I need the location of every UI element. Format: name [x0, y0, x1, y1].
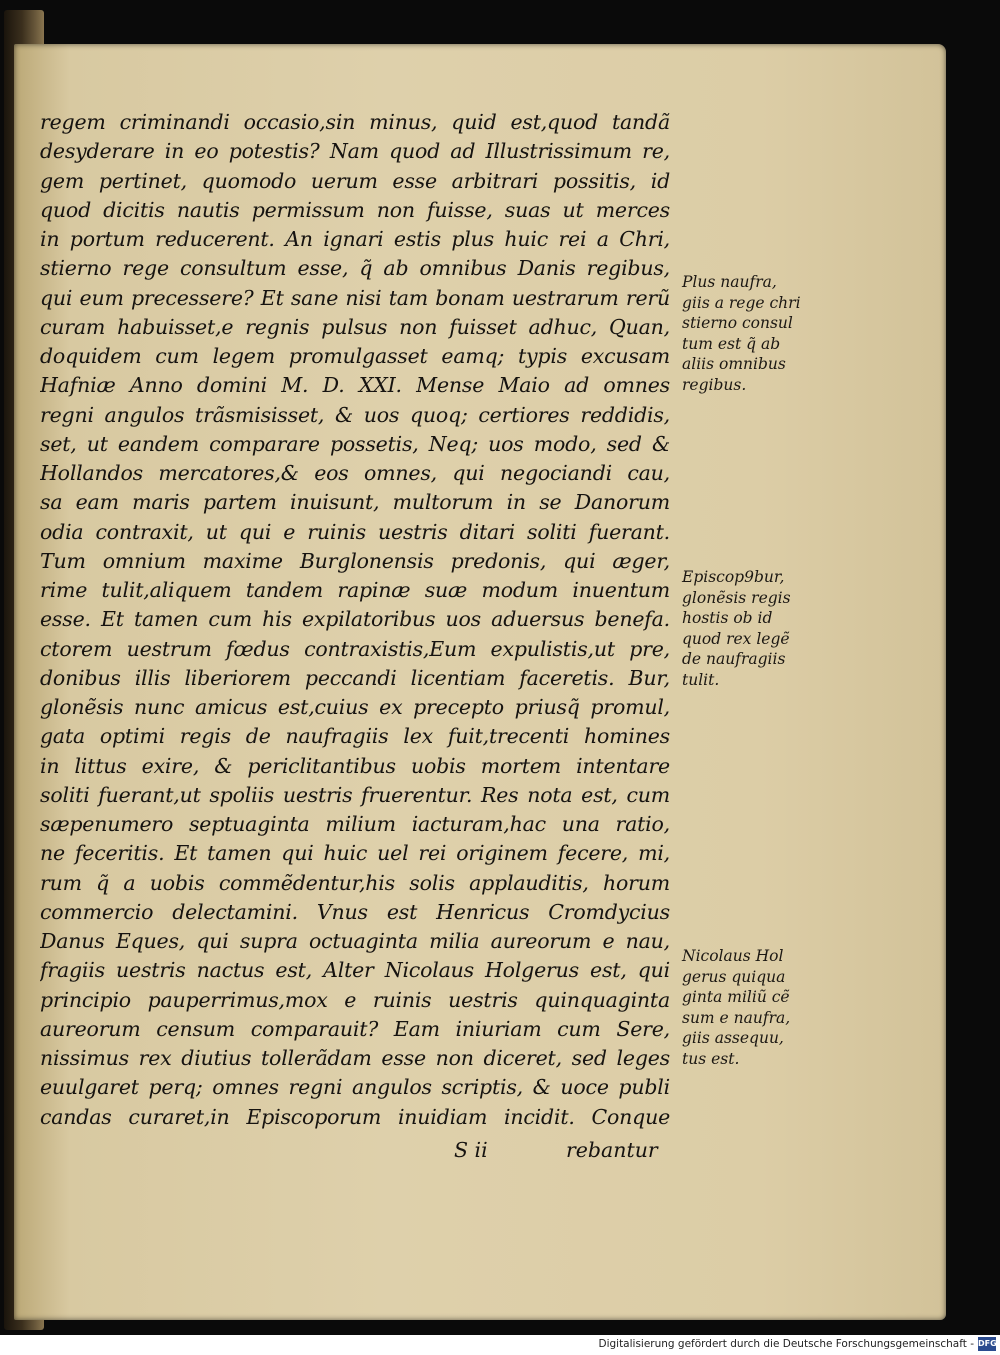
page-footer [40, 1138, 660, 1168]
text-line: doquidem cum legem promulgasset eamq; typis excusam [40, 344, 670, 368]
text-line: aureorum censum comparauit? Eam iniuriam cum Sere, [40, 1016, 670, 1041]
text-line: odia contraxit, ut qui e ruinis uestris ditari soliti fuerant. [40, 519, 670, 544]
note-line: hostis ob id [682, 609, 773, 627]
text-line: in portum reducerent. An ignari estis plus huic rei a Chri, [40, 227, 670, 251]
note-line: giis assequu, [682, 1029, 784, 1047]
margin-note [682, 567, 812, 690]
note-line: Nicolaus Hol [682, 947, 784, 965]
note-line: regibus. [682, 375, 747, 394]
text-line: in littus exire, & periclitantibus uobis mortem intentare [40, 753, 670, 778]
text-line: soliti fuerant,ut spoliis uestris fruerentur. Res nota est, cum [40, 782, 670, 807]
note-line: quod rex legẽ [682, 629, 790, 648]
note-line: sum e naufra, [682, 1008, 791, 1027]
body-text [40, 108, 670, 1132]
dfg-credit-text: Digitalisierung gefördert durch die Deutsche Forschungsgemeinschaft - [598, 1338, 974, 1350]
note-line: glonẽsis regis [682, 588, 791, 607]
text-line: stierno rege consultum esse, q̃ ab omnibus Danis regibus, [40, 256, 670, 281]
note-line: Plus naufra, [682, 273, 777, 291]
text-line: sæpenumero septuaginta milium iacturam,hac una ratio, [40, 812, 670, 836]
note-line: de naufragiis [682, 650, 786, 668]
text-line: regem criminandi occasio,sin minus, quid est,quod tandã [40, 110, 670, 134]
margin-note [682, 946, 812, 1069]
text-line: sa eam maris partem inuisunt, multorum in se Danorum [40, 490, 670, 515]
text-line: quod dicitis nautis permissum non fuisse, suas ut merces [40, 197, 670, 222]
text-line: principio pauperrimus,mox e ruinis uestris quinquaginta [40, 987, 670, 1012]
note-line: tum est q̃ ab [682, 334, 781, 353]
text-line: ne feceritis. Et tamen qui huic uel rei originem fecere, mi, [40, 841, 670, 866]
note-line: tulit. [682, 670, 720, 689]
text-line: desyderare in eo potestis? Nam quod ad Illustrissimum re, [40, 139, 670, 164]
text-line: Hafniæ Anno domini M. D. XXI. Mense Maio ad omnes [40, 373, 670, 398]
note-line: Episcop9bur, [682, 568, 785, 586]
text-line: gem pertinet, quomodo uerum esse arbitrari possitis, id [40, 168, 670, 193]
text-line: Tum omnium maxime Burglonensis predonis, qui æger, [40, 548, 670, 573]
text-line: curam habuisset,e regnis pulsus non fuisset adhuc, Quan, [40, 314, 670, 339]
text-line: gata optimi regis de naufragiis lex fuit,trecenti homines [40, 724, 670, 749]
text-line: nissimus rex diutius tollerãdam esse non diceret, sed leges [40, 1046, 670, 1070]
text-line: glonẽsis nunc amicus est,cuius ex precepto priusq̃ promul, [40, 695, 670, 719]
text-line: Hollandos mercatores,& eos omnes, qui negociandi cau, [40, 461, 670, 485]
text-line: fragiis uestris nactus est, Alter Nicolaus Holgerus est, qui [40, 958, 670, 983]
text-line: rime tulit,aliquem tandem rapinæ suæ modum inuentum [40, 578, 670, 602]
note-line: gerus quiqua [682, 967, 786, 986]
margin-note [682, 272, 812, 395]
credit-bar [0, 1335, 1000, 1355]
note-line: tus est. [682, 1049, 740, 1068]
note-line: aliis omnibus [682, 355, 786, 373]
text-line: candas curaret,in Episcoporum inuidiam incidit. Conque [40, 1104, 670, 1129]
note-line: ginta miliũ cẽ [682, 988, 790, 1006]
text-line: regni angulos trãsmisisset, & uos quoq; certiores reddidis, [40, 402, 670, 427]
text-line: rum q̃ a uobis commẽdentur,his solis applauditis, horum [40, 870, 670, 895]
note-line: stierno consul [682, 314, 793, 332]
text-line: ctorem uestrum fœdus contraxistis,Eum expulistis,ut pre, [40, 636, 670, 661]
text-line: esse. Et tamen cum his expilatoribus uos aduersus benefa. [40, 607, 670, 632]
text-line: Danus Eques, qui supra octuaginta milia aureorum e nau, [40, 929, 670, 953]
text-line: donibus illis liberiorem peccandi licentiam faceretis. Bur, [40, 665, 670, 690]
signature-mark: S ii [454, 1138, 488, 1162]
text-line: set, ut eandem comparare possetis, Neq; uos modo, sed & [40, 431, 670, 456]
catchword: rebantur [566, 1138, 658, 1162]
dfg-logo-icon[interactable]: DFG [978, 1337, 996, 1351]
note-line: giis a rege chri [682, 293, 801, 312]
text-line: qui eum precessere? Et sane nisi tam bonam uestrarum rerũ [40, 285, 670, 310]
text-line: euulgaret perq; omnes regni angulos scriptis, & uoce publi [40, 1075, 670, 1100]
text-line: commercio delectamini. Vnus est Henricus Cromdycius [40, 899, 670, 924]
